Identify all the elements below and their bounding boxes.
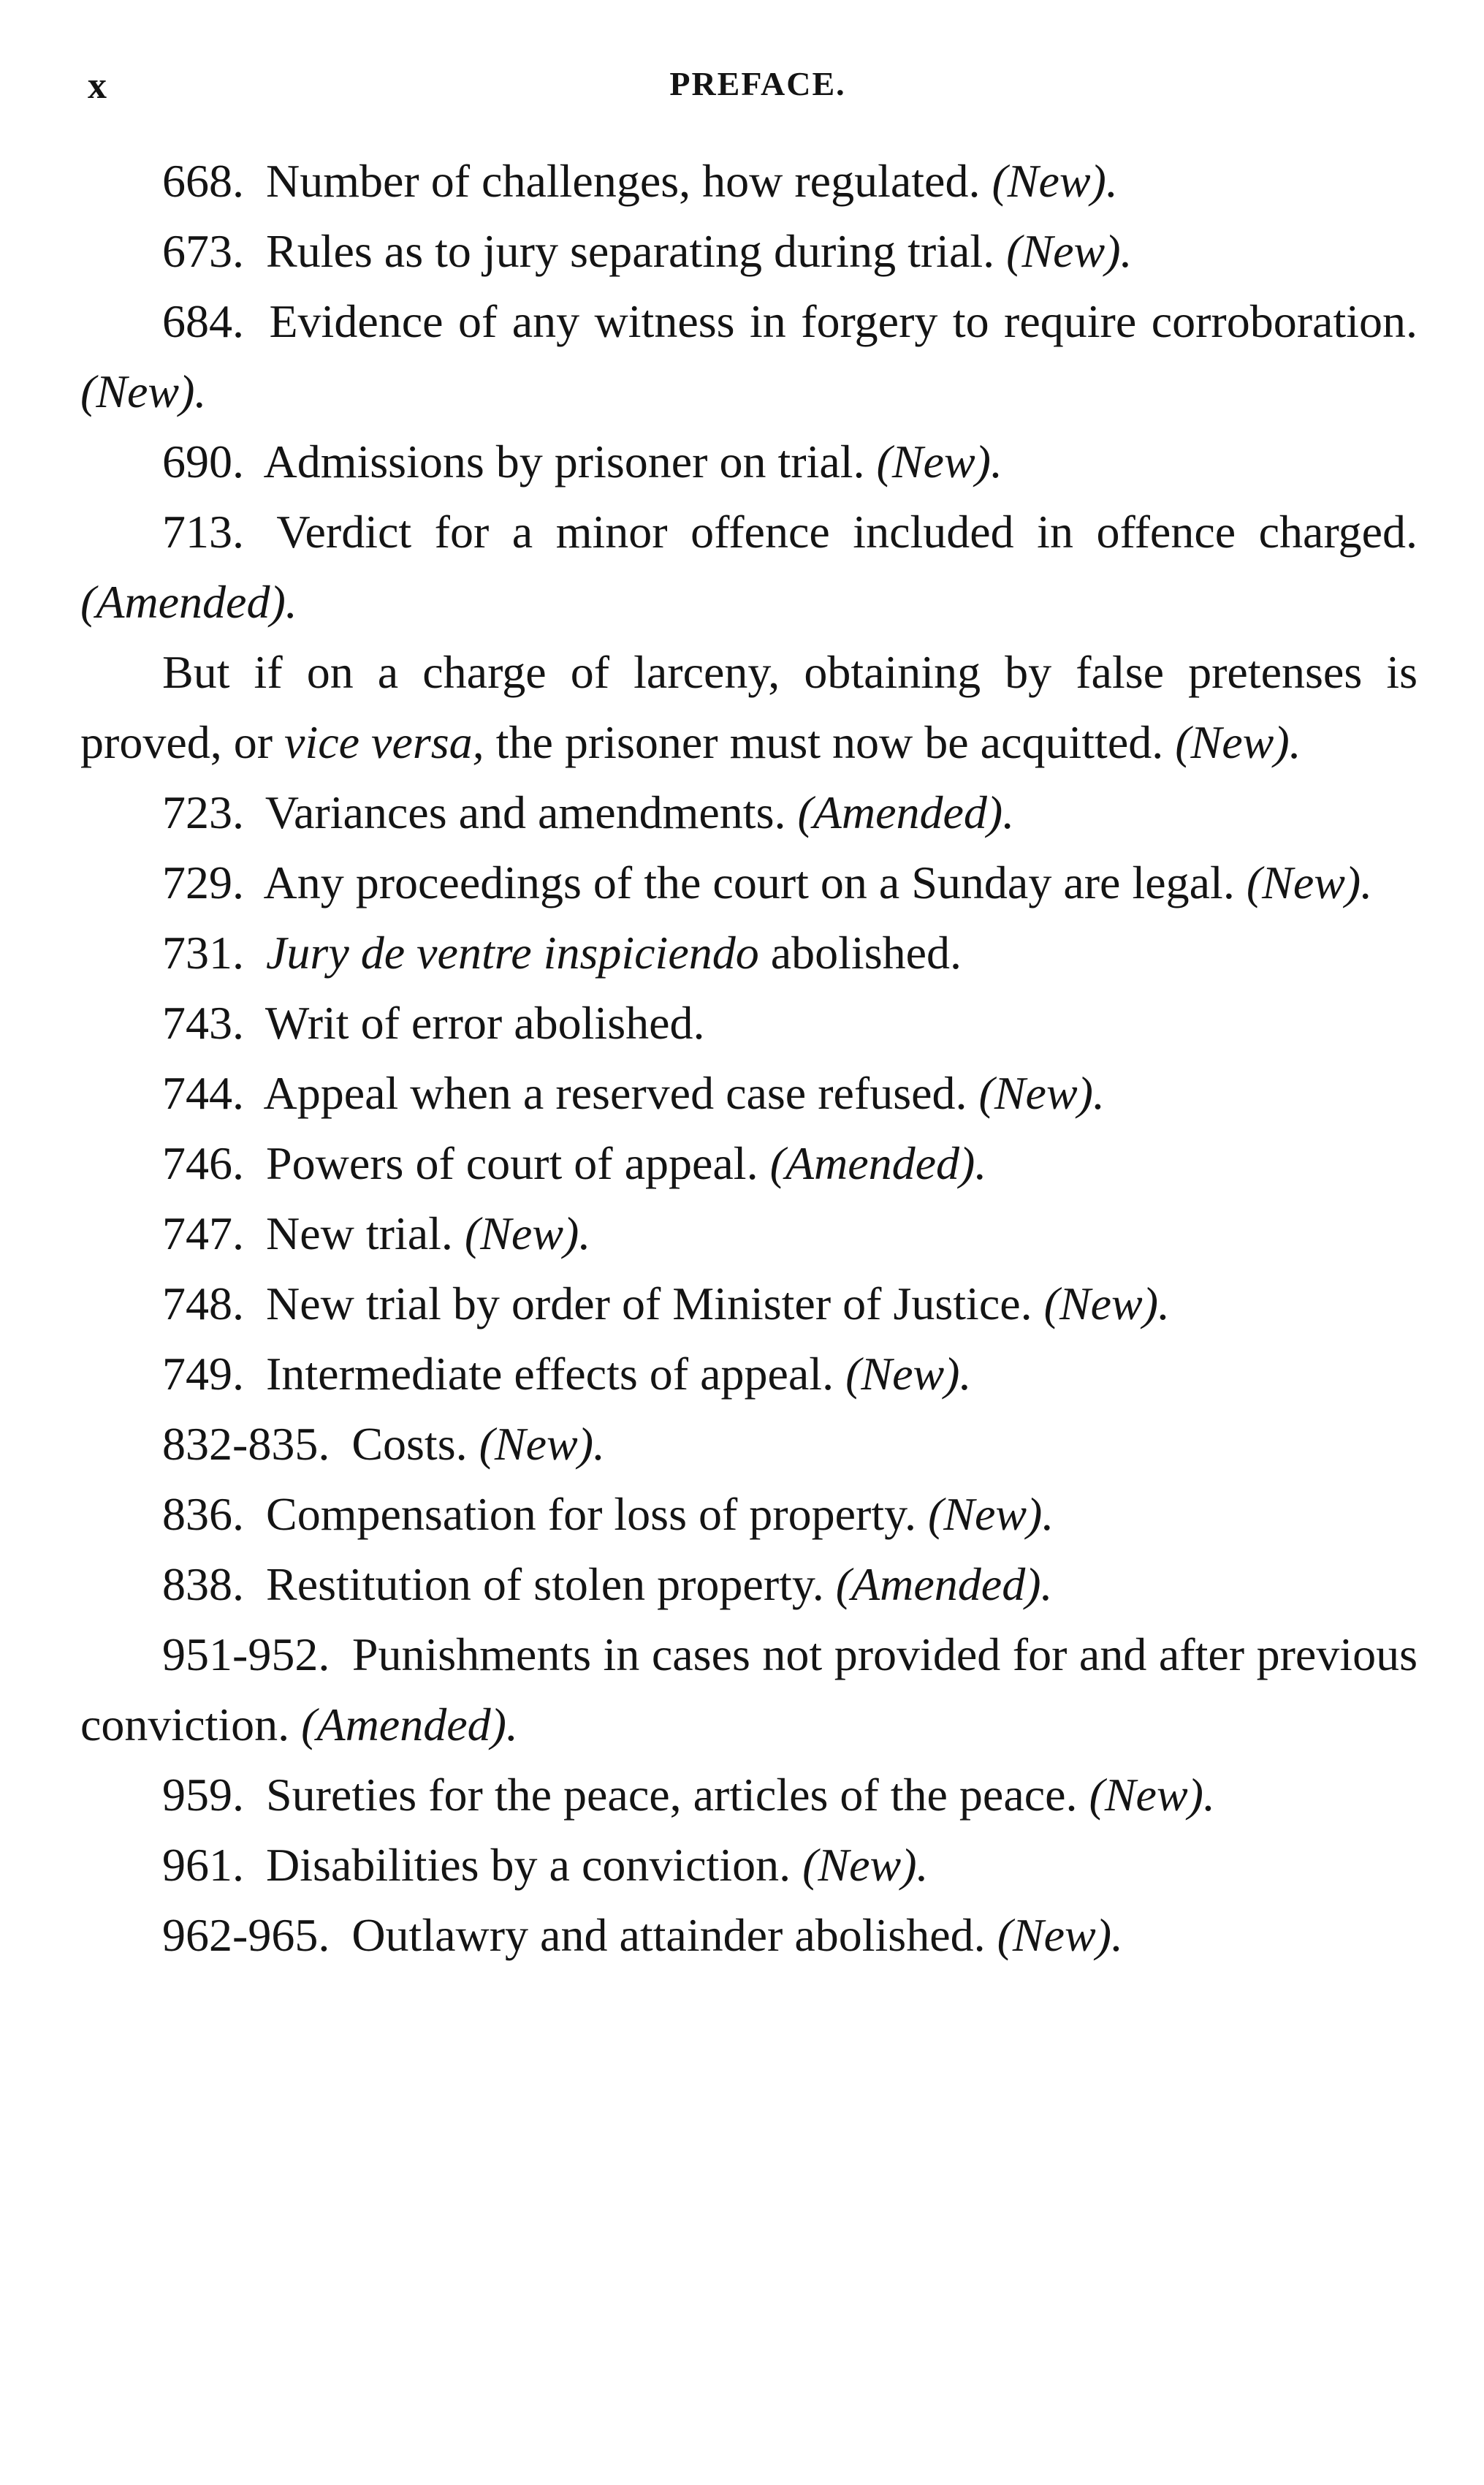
- list-item: 747. New trial. (New).: [162, 1207, 591, 1259]
- list-item: 959. Sureties for the peace, articles of the peace. (New).: [162, 1769, 1215, 1821]
- list-item: 832-835. Costs. (New).: [162, 1418, 605, 1470]
- list-item-continuation: But if on a charge of larceny, obtaining by false pretenses is proved, or vice versa, the prisoner must now be acquitted. (New).: [80, 646, 1418, 768]
- list-item: 951-952. Punishments in cases not provided for and after previous conviction. (Amended).: [80, 1628, 1418, 1750]
- list-item: 961. Disabilities by a conviction. (New).: [162, 1839, 929, 1891]
- list-item: 744. Appeal when a reserved case refused. (New).: [162, 1067, 1105, 1119]
- list-item: 673. Rules as to jury separating during trial. (New).: [162, 225, 1133, 277]
- page-header: [82, 64, 1434, 115]
- list-item: 746. Powers of court of appeal. (Amended).: [162, 1137, 987, 1189]
- list-item: 836. Compensation for loss of property. (New).: [162, 1488, 1054, 1540]
- list-item: 684. Evidence of any witness in forgery to require corroboration. (New).: [80, 295, 1418, 417]
- list-item: 962-965. Outlawry and attainder abolished. (New).: [162, 1909, 1123, 1961]
- list-item: 668. Number of challenges, how regulated. (New).: [162, 155, 1118, 207]
- list-item: 838. Restitution of stolen property. (Amended).: [162, 1558, 1053, 1610]
- text-body: [80, 146, 1418, 1970]
- list-item: 690. Admissions by prisoner on trial. (New).: [162, 436, 1002, 487]
- list-item: 731. Jury de ventre inspiciendo abolished.: [162, 927, 962, 979]
- list-item: 729. Any proceedings of the court on a Sunday are legal. (New).: [162, 857, 1373, 908]
- running-head: PREFACE.: [669, 65, 846, 102]
- list-item: 749. Intermediate effects of appeal. (New).: [162, 1348, 972, 1400]
- list-item: 743. Writ of error abolished.: [162, 997, 705, 1049]
- list-item: 723. Variances and amendments. (Amended).: [162, 786, 1015, 838]
- page-number: x: [88, 65, 107, 107]
- list-item: 713. Verdict for a minor offence included in offence charged. (Amended).: [80, 506, 1418, 628]
- list-item: 748. New trial by order of Minister of Justice. (New).: [162, 1278, 1171, 1329]
